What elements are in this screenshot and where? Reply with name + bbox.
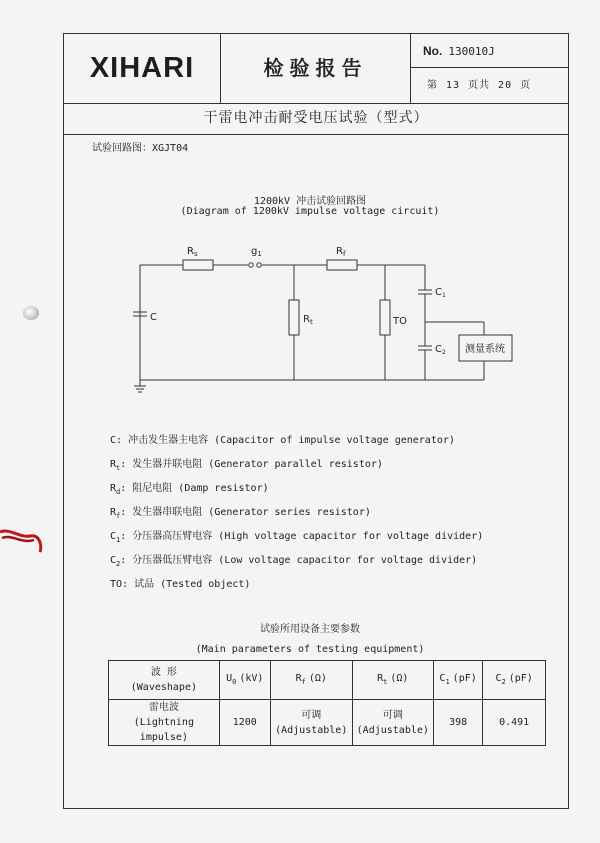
equipment-title-en: (Main parameters of testing equipment) <box>195 644 425 655</box>
table-cell: 波 形 (Waveshape) <box>109 661 220 700</box>
table-header-row <box>109 661 546 700</box>
spark-gap <box>249 263 253 267</box>
legend-item: $R_t$: 发生器并联电阻 (Generator parallel resistor) <box>110 459 383 472</box>
report-number <box>411 34 568 68</box>
page-current: 13 <box>446 80 461 91</box>
rf-resistor <box>327 260 357 270</box>
table-cell: 可调 (Adjustable) <box>270 700 352 746</box>
table-cell: 雷电波 (Lightning impulse) <box>109 700 220 746</box>
rs-resistor <box>183 260 213 270</box>
report-number-label: No. <box>423 44 443 58</box>
page-total: 20 <box>498 80 513 91</box>
binding-string <box>0 524 44 554</box>
label-rs: $R_s$ <box>187 246 198 258</box>
legend-item: $C_2$: 分压器低压臂电容 (Low voltage capacitor for voltage divider) <box>110 555 478 568</box>
punch-hole <box>23 306 39 320</box>
label-g: $g_1$ <box>251 246 262 258</box>
table-cell: $R_t$ (Ω) <box>352 661 433 700</box>
equipment-table <box>108 660 546 746</box>
legend-item: $R_d$: 阻尼电阻 (Damp resistor) <box>110 483 269 496</box>
table-cell: 398 <box>433 700 482 746</box>
circuit-diagram <box>120 240 520 400</box>
table-cell: 可调 (Adjustable) <box>352 700 433 746</box>
rt-resistor <box>289 300 299 335</box>
table-cell: $R_f$ (Ω) <box>270 661 352 700</box>
legend-item: C: 冲击发生器主电容 (Capacitor of impulse voltage generator) <box>110 435 455 446</box>
circuit-label: 试验回路图：XGJT04 <box>92 143 189 154</box>
label-measurement: 测量系统 <box>465 344 505 355</box>
report-title: 检验报告 <box>221 34 411 103</box>
table-row <box>109 700 546 746</box>
page-suffix: 页 <box>520 80 532 91</box>
section-title: 干雷电冲击耐受电压试验（型式） <box>64 103 568 135</box>
company-logo: XIHARI <box>64 34 221 103</box>
label-rt: $R_t$ <box>303 314 313 326</box>
report-number-value: 130010J <box>448 45 495 58</box>
page-prefix: 第 <box>427 80 438 91</box>
test-object <box>380 300 390 335</box>
table-cell: $C_1$ (pF) <box>433 661 482 700</box>
label-to: TO <box>393 316 407 327</box>
legend-item: $C_1$: 分压器高压臂电容 (High voltage capacitor for voltage divider) <box>110 531 484 544</box>
label-c2: $C_2$ <box>435 344 446 356</box>
page-indicator <box>411 68 568 103</box>
page-mid: 页共 <box>468 80 491 91</box>
report-header <box>64 34 568 104</box>
equipment-title-cn: 试验所用设备主要参数 <box>260 624 360 635</box>
label-c1: $C_1$ <box>435 287 446 299</box>
label-c: C <box>150 312 157 323</box>
label-rf: $R_f$ <box>336 246 346 258</box>
diagram-caption-cn: 1200kV 冲击试验回路图 <box>253 196 367 207</box>
diagram-caption-en: (Diagram of 1200kV impulse voltage circuit) <box>180 206 440 217</box>
table-cell: $U_0$ (kV) <box>219 661 270 700</box>
legend-item: $R_f$: 发生器串联电阻 (Generator series resistor) <box>110 507 371 520</box>
table-cell: 1200 <box>219 700 270 746</box>
table-cell: 0.491 <box>483 700 546 746</box>
table-cell: $C_2$ (pF) <box>483 661 546 700</box>
legend-item: TO: 试品 (Tested object) <box>110 579 251 590</box>
